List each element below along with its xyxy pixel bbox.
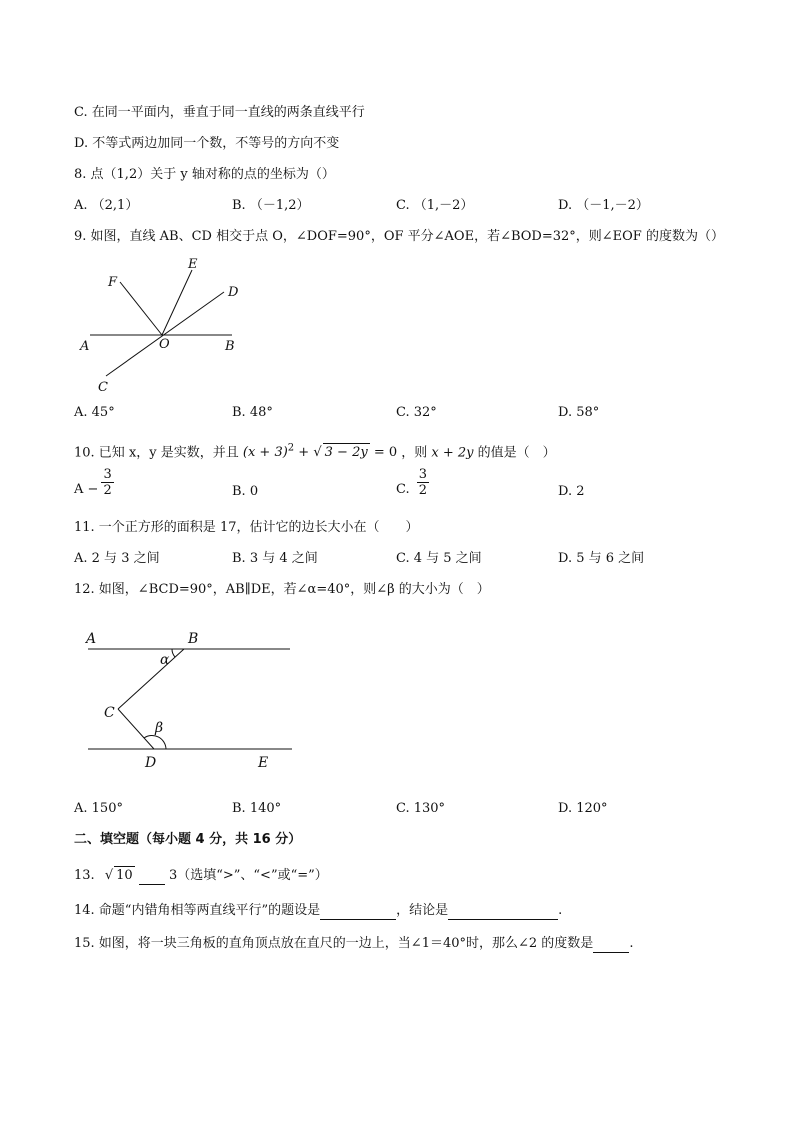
label-e: E	[258, 755, 269, 771]
q8-option-c: C. （1,－2）	[396, 198, 474, 213]
q7-option-c: C. 在同一平面内，垂直于同一直线的两条直线平行	[74, 105, 365, 120]
q12-option-a: A. 150°	[74, 801, 123, 816]
q13-answer-blank[interactable]	[139, 870, 165, 885]
q10-option-b: B. 0	[232, 484, 259, 499]
label-alpha: α	[160, 652, 170, 668]
q11-option-c: C. 4 与 5 之间	[396, 551, 482, 566]
q12-options	[74, 800, 714, 820]
q10-option-c-numerator: 3	[418, 467, 428, 482]
q12-stem: 12. 如图，∠BCD=90°，AB∥DE，若∠α=40°，则∠β 的大小为（ ）	[74, 582, 490, 597]
q10-expr-exponent: 2	[287, 443, 295, 454]
q10-option-a-letter: A	[74, 482, 84, 497]
q15-end: .	[629, 936, 634, 951]
q9-figure	[74, 252, 254, 397]
q10-options	[74, 467, 714, 512]
q10-suffix: 的值是（ ）	[477, 445, 556, 461]
q8-stem: 8. 点（1,2）关于 y 轴对称的点的坐标为（）	[74, 167, 335, 182]
q13-instruction: 3（选填“>”、“<”或“=”）	[168, 868, 328, 883]
label-b: B	[225, 339, 235, 354]
q11-option-a: A. 2 与 3 之间	[74, 551, 160, 566]
q15-text: 15. 如图，将一块三角板的直角顶点放在直尺的一边上，当∠1＝40°时，那么∠2 的度数是	[74, 936, 594, 951]
q8-option-b: B. （－1,2）	[232, 198, 310, 213]
q10-option-a-sign: −	[87, 482, 99, 497]
label-e: E	[188, 257, 198, 272]
q8-option-a: A. （2,1）	[74, 198, 139, 213]
label-f: F	[108, 275, 118, 290]
label-a: A	[80, 339, 90, 354]
q10-option-a	[74, 467, 117, 499]
label-c: C	[104, 705, 115, 721]
q8-options	[74, 197, 714, 217]
label-beta: β	[155, 720, 164, 736]
q9-option-b: B. 48°	[232, 405, 273, 420]
q12-option-b: B. 140°	[232, 801, 282, 816]
q10-stem	[74, 440, 556, 462]
q8-option-d: D. （－1,－2）	[558, 198, 649, 213]
q10-expr-paren: (x + 3)	[242, 445, 288, 461]
label-d: D	[145, 755, 157, 771]
q10-option-a-denominator: 2	[103, 483, 112, 498]
label-b: B	[188, 631, 199, 647]
q10-expr-plus: +	[294, 445, 314, 461]
q10-prefix: 10. 已知 x，y 是实数，并且	[74, 445, 239, 461]
q11-stem: 11. 一个正方形的面积是 17，估计它的边长大小在（ ）	[74, 520, 419, 535]
segment-bc	[118, 649, 184, 709]
q11-option-d: D. 5 与 6 之间	[558, 551, 645, 566]
q13-radicand: 10	[116, 868, 133, 883]
q13-sqrt: √ 10	[104, 868, 133, 883]
label-o: O	[159, 337, 170, 352]
q10-middle: ，则	[401, 445, 428, 461]
q9-option-c: C. 32°	[396, 405, 437, 420]
section-heading: 二、填空题（每小题 4 分，共 16 分）	[74, 832, 302, 847]
q14-part1: 14. 命题“内错角相等两直线平行”的题设是	[74, 903, 321, 918]
q9-options	[74, 404, 714, 424]
q10-option-c-fraction	[417, 467, 429, 498]
q14-conclusion-blank[interactable]	[448, 905, 558, 920]
ray-of	[120, 282, 162, 335]
q13-number: 13.	[74, 868, 95, 883]
q14-hypothesis-blank[interactable]	[320, 905, 396, 920]
label-c: C	[98, 380, 108, 395]
q10-expr-root: 3 − 2y	[324, 445, 368, 461]
q9-option-d: D. 58°	[558, 405, 600, 420]
angle-alpha-arc	[172, 649, 175, 657]
q12-option-d: D. 120°	[558, 801, 608, 816]
q10-option-a-fraction	[101, 467, 113, 498]
label-d: D	[228, 285, 239, 300]
segment-cd	[118, 709, 154, 749]
q10-option-c-denominator: 2	[418, 483, 428, 498]
q7-option-d: D. 不等式两边加同一个数，不等号的方向不变	[74, 136, 340, 151]
q10-option-c	[396, 467, 432, 499]
q10-target: x + 2y	[431, 445, 474, 461]
q10-option-a-numerator: 3	[103, 467, 112, 482]
q14-stem	[74, 902, 562, 920]
q14-part3: .	[558, 903, 563, 918]
q9-option-a: A. 45°	[74, 405, 115, 420]
q14-part2: ，结论是	[396, 903, 449, 918]
q12-figure	[74, 626, 304, 776]
line-cd	[106, 292, 224, 376]
q13-stem	[74, 866, 328, 885]
q9-stem: 9. 如图，直线 AB、CD 相交于点 O，∠DOF=90°，OF 平分∠AOE，若∠BOD=32°，则∠EOF 的度数为（）	[74, 229, 724, 244]
q11-option-b: B. 3 与 4 之间	[232, 551, 318, 566]
label-a: A	[86, 631, 97, 647]
q10-expr-eq: = 0	[369, 445, 398, 461]
q10-expr: $(x + 3)^2$ + √ 3 − 2y = 0	[242, 443, 398, 461]
q15-stem	[74, 935, 633, 953]
q15-answer-blank[interactable]	[593, 938, 629, 953]
q12-option-c: C. 130°	[396, 801, 446, 816]
q10-option-c-letter: C.	[396, 482, 410, 497]
q11-options	[74, 550, 714, 570]
q10-option-d: D. 2	[558, 484, 585, 499]
